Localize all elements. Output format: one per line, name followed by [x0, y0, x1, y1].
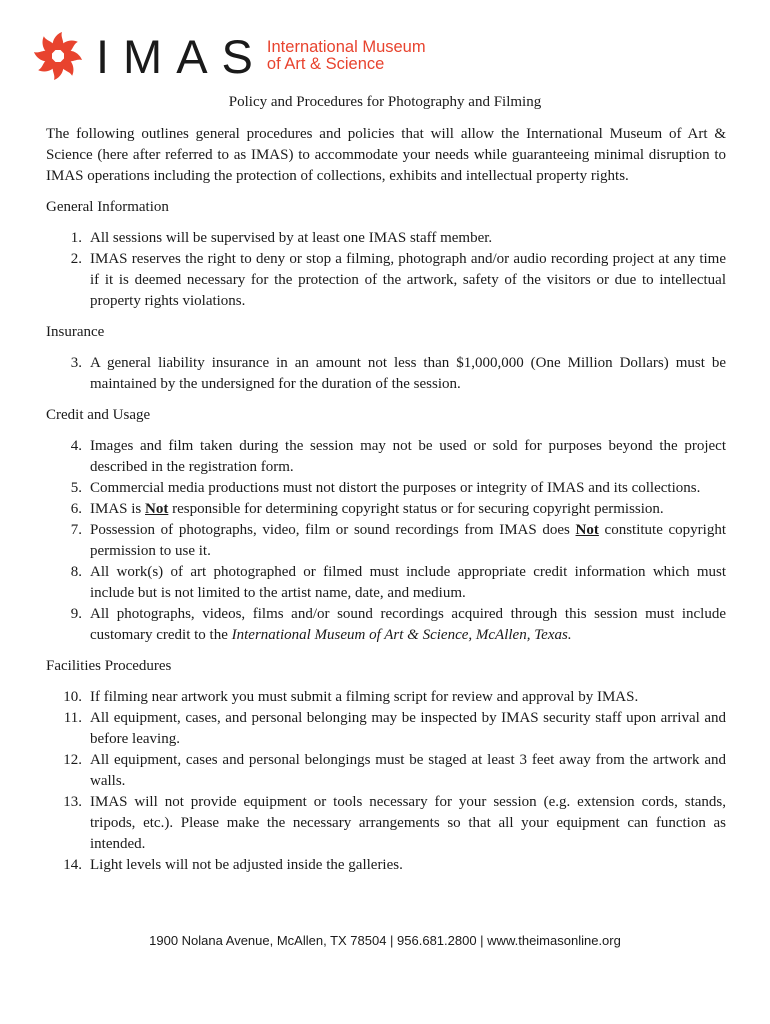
list-item: 4. Images and film taken during the session may not be used or sold for purposes beyond the project described in the registration form. [70, 438, 726, 475]
imas-logo [30, 28, 426, 84]
section-heading-insurance: Insurance [46, 324, 105, 340]
logo-subtitle-line1: International Museum [266, 38, 426, 56]
credit-line-italic: International Museum of Art & Science, McAllen, Texas. [231, 627, 572, 643]
list-item: 9. All photographs, videos, films and/or sound recordings acquired through this session must include customary credit to the International Museum of Art & Science, McAllen, Texas. [70, 606, 726, 643]
list-item: 8. All work(s) of art photographed or filmed must include appropriate credit information which must include but is not limited to the artist name, date, and medium. [70, 564, 726, 601]
emphasis-not: Not [145, 501, 169, 517]
footer-address: 1900 Nolana Avenue, McAllen, TX 78504 | 956.681.2800 | www.theimasonline.org [149, 933, 621, 948]
list-item: 1. All sessions will be supervised by at least one IMAS staff member. [70, 230, 493, 246]
emphasis-not: Not [575, 522, 599, 538]
list-item: 3. A general liability insurance in an amount not less than $1,000,000 (One Million Dollars) must be maintained by the undersigned for the duration of the session. [70, 355, 726, 392]
general-list [46, 228, 726, 312]
section-heading-general: General Information [46, 199, 169, 215]
list-item: 13. IMAS will not provide equipment or tools necessary for your session (e.g. extension cords, stands, tripods, etc.). Please make the necessary arrangements so that all your equipment can function as intended. [63, 794, 726, 852]
facilities-list [46, 687, 726, 876]
list-item: 2. IMAS reserves the right to deny or stop a filming, photograph and/or audio recording project at any time if it is deemed necessary for the protection of the artwork, safety of the visitors or due to intellectual property rights violations. [70, 251, 726, 309]
imas-flower-logo-icon [30, 28, 86, 84]
logo-wordmark: IMAS [96, 29, 267, 83]
list-item: 12. All equipment, cases and personal belongings must be staged at least 3 feet away from the artwork and walls. [63, 752, 726, 789]
document-body [46, 124, 726, 886]
logo-subtitle-line2: of Art & Science [266, 55, 385, 73]
list-item: 6. IMAS is Not responsible for determining copyright status or for securing copyright permission. [70, 501, 664, 517]
list-item: 14. Light levels will not be adjusted inside the galleries. [63, 857, 403, 873]
credit-list [46, 436, 726, 646]
list-item: 11. All equipment, cases, and personal belonging may be inspected by IMAS security staff upon arrival and before leaving. [63, 710, 726, 747]
section-heading-facilities: Facilities Procedures [46, 658, 172, 674]
insurance-list [46, 353, 726, 395]
page-title: Policy and Procedures for Photography and Filming [228, 94, 542, 110]
list-item: 5. Commercial media productions must not distort the purposes or integrity of IMAS and its collections. [70, 480, 701, 496]
section-heading-credit: Credit and Usage [46, 407, 151, 423]
list-item: 7. Possession of photographs, video, film or sound recordings from IMAS does Not constitute copyright permission to use it. [70, 522, 727, 559]
logo-subtitle [267, 39, 426, 73]
intro-paragraph: The following outlines general procedures and policies that will allow the International Museum of Art & Science (here after referred to as IMAS) to accommodate your needs while guaranteeing minimal disruption to IMAS operations including the protection of collections, exhibits and intellectual property rights. [46, 126, 726, 184]
list-item: 10. If filming near artwork you must submit a filming script for review and approval by IMAS. [63, 689, 639, 705]
